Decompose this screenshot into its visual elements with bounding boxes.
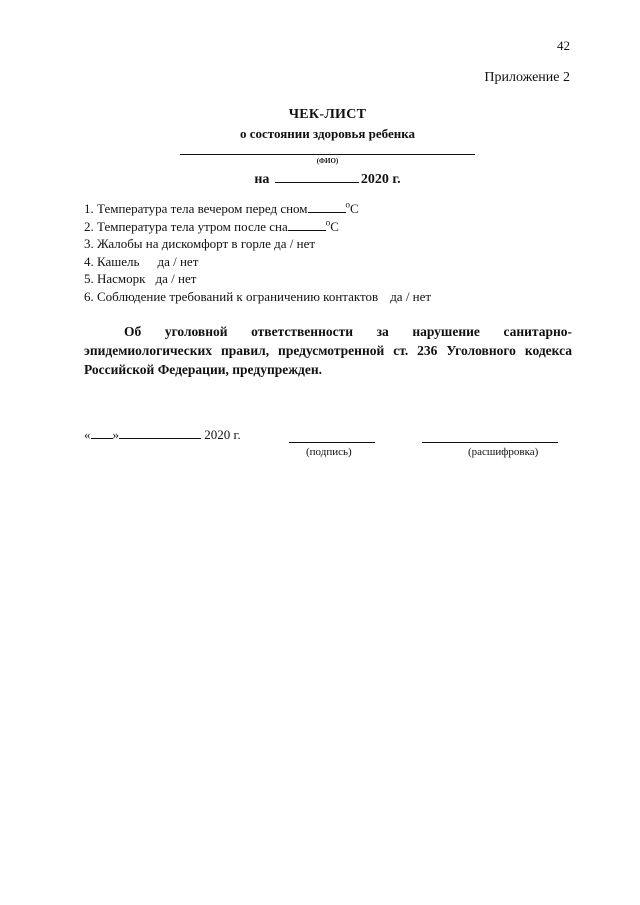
- month-blank: [119, 426, 201, 439]
- checklist-item-runny-nose: [84, 270, 431, 288]
- temperature-blank: [308, 200, 346, 213]
- item-options: да / нет: [155, 271, 197, 286]
- open-quote: «: [84, 427, 91, 442]
- date-prefix: на: [254, 172, 270, 187]
- day-blank: [91, 426, 113, 439]
- unit-label: С: [350, 201, 359, 216]
- liability-warning: Об уголовной ответственности за нарушение санитарно-эпидемиологических правил, предусмотренной ст. 236 Уголовного кодекса Российской Федерации, предупрежден.: [84, 324, 572, 377]
- fio-caption: (ФИО): [316, 157, 339, 165]
- signature-blank: [289, 426, 375, 443]
- page-number: 42: [557, 38, 570, 53]
- sign-date: [84, 426, 241, 443]
- document-subtitle: о состоянии здоровья ребенка: [239, 126, 416, 141]
- item-options: да / нет: [390, 288, 432, 304]
- date-suffix: 2020 г.: [360, 172, 401, 187]
- checklist-item-evening-temperature: [84, 200, 431, 218]
- checklist-item-contacts: [84, 288, 431, 306]
- checklist-item-morning-temperature: [84, 218, 431, 236]
- item-label: 6. Соблюдение требований к ограничению контактов: [84, 288, 379, 304]
- item-text: 3. Жалобы на дискомфорт в горле да / нет: [84, 236, 316, 251]
- item-label: 5. Насморк: [84, 271, 146, 286]
- decode-caption: (расшифровка): [468, 446, 539, 458]
- temperature-blank: [288, 218, 326, 231]
- item-text: 2. Температура тела утром после сна: [84, 218, 288, 234]
- date-blank: [275, 170, 359, 183]
- title-block: [180, 106, 475, 189]
- signature-caption: (подпись): [306, 446, 352, 458]
- health-checklist: [84, 200, 431, 305]
- checklist-item-throat: [84, 235, 431, 253]
- degree-symbol: o: [325, 217, 331, 228]
- item-text: 1. Температура тела вечером перед сном: [84, 201, 308, 216]
- sign-year: 2020 г.: [204, 427, 241, 442]
- unit-label: С: [330, 218, 339, 234]
- item-options: да / нет: [157, 253, 199, 269]
- degree-symbol: o: [345, 199, 351, 210]
- signature-row: [84, 426, 572, 466]
- date-line: [180, 170, 475, 189]
- document-title: ЧЕК-ЛИСТ: [288, 107, 367, 122]
- checklist-item-cough: [84, 253, 431, 271]
- decode-blank: [422, 426, 558, 443]
- close-quote: »: [112, 427, 119, 442]
- appendix-label: Приложение 2: [484, 70, 570, 85]
- item-label: 4. Кашель: [84, 253, 140, 269]
- fio-blank-line: [180, 148, 475, 155]
